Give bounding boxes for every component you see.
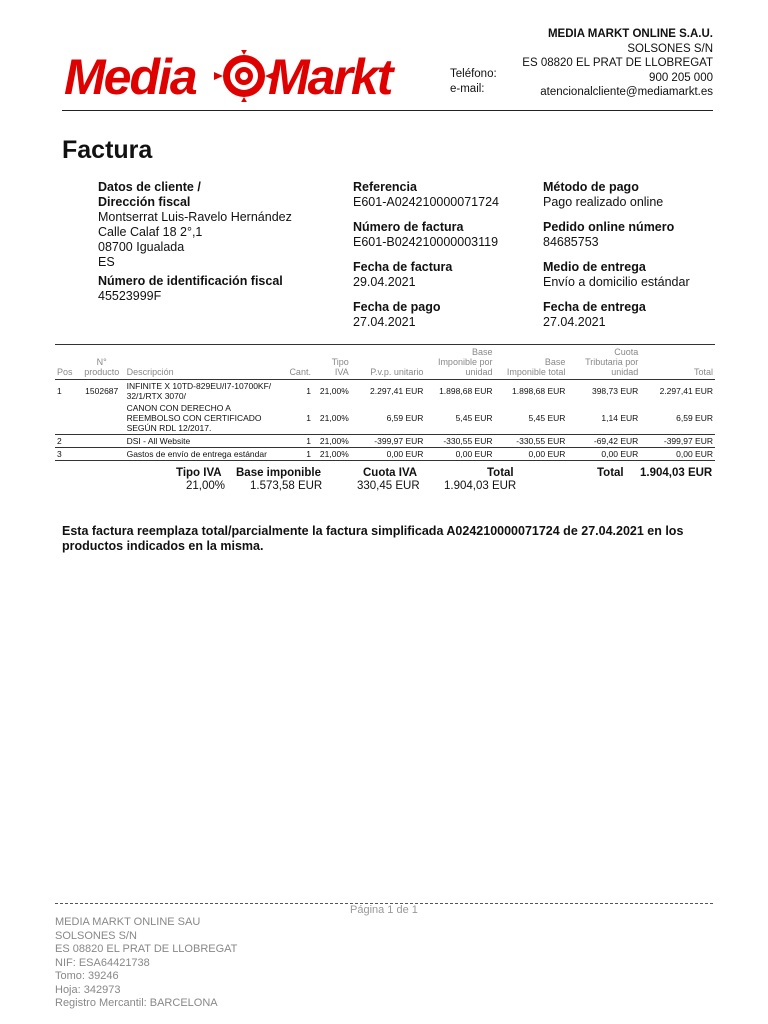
row-quantity: 1	[306, 386, 311, 396]
vat-amount-label: Cuota IVA	[363, 467, 418, 479]
row-product	[79, 435, 125, 448]
row-vat: 21,00%	[319, 413, 349, 423]
reference-value: E601-A024210000071724	[353, 195, 499, 209]
page-title: Factura	[62, 136, 153, 164]
row-tax: 1,14 EUR	[601, 413, 639, 423]
row-tax: -69,42 EUR	[567, 435, 640, 448]
footer-line: Tomo: 39246	[55, 970, 119, 982]
customer-street: Calle Calaf 18 2°,1	[98, 225, 203, 239]
footer-line: NIF: ESA64421738	[55, 956, 150, 969]
row-base-total: 5,45 EUR	[528, 413, 566, 423]
row-pos: 2	[55, 435, 79, 448]
row-tax: 398,73 EUR	[591, 386, 639, 396]
invoice-date-label: Fecha de factura	[353, 260, 453, 274]
grand-total-value: 1.904,03 EUR	[640, 467, 713, 479]
customer-country: ES	[98, 255, 115, 269]
grand-total-label: Total	[597, 467, 624, 479]
company-address-2: ES 08820 EL PRAT DE LLOBREGAT	[522, 57, 713, 69]
row-unit-price: 6,59 EUR	[386, 413, 424, 423]
customer-label-2: Dirección fiscal	[98, 195, 191, 209]
customer-label-1: Datos de cliente /	[98, 180, 201, 194]
invoice-date-value: 29.04.2021	[353, 275, 416, 289]
base-value: 1.573,58 EUR	[250, 480, 323, 492]
col-vat: Tipo IVA	[313, 345, 351, 380]
row-total: 2.297,41 EUR	[659, 386, 713, 396]
row-tax: 0,00 EUR	[567, 448, 640, 461]
row-vat: 21,00%	[313, 435, 351, 448]
order-number-label: Pedido online número	[543, 220, 675, 234]
company-phone: 900 205 000	[649, 71, 713, 84]
row-unit-price: -399,97 EUR	[351, 435, 426, 448]
phone-label: Teléfono:	[450, 68, 497, 80]
delivery-date-value: 27.04.2021	[543, 315, 606, 329]
vat-amount-value: 330,45 EUR	[357, 480, 420, 492]
col-tax: Cuota Tributaria por unidad	[567, 345, 640, 380]
row-pos: 1	[57, 386, 62, 396]
row-unit-price: 0,00 EUR	[351, 448, 426, 461]
contact-labels	[450, 67, 497, 96]
header-divider	[62, 110, 713, 111]
row-base-total: 1.898,68 EUR	[512, 386, 566, 396]
invoice-block	[353, 180, 533, 330]
payment-block	[543, 180, 723, 330]
nif-value: 45523999F	[98, 289, 162, 303]
logo-text-markt: Markt	[268, 50, 392, 102]
subtotal-value: 1.904,03 EUR	[444, 480, 517, 492]
col-description: Descripción	[125, 345, 287, 380]
email-label: e-mail:	[450, 82, 485, 95]
base-label: Base imponible	[236, 467, 321, 479]
payment-date-value: 27.04.2021	[353, 315, 416, 329]
row-base-unit: -330,55 EUR	[425, 435, 494, 448]
row-product	[79, 448, 125, 461]
row-base-unit: 5,45 EUR	[455, 413, 493, 423]
invoice-note: Esta factura reemplaza total/parcialmente la factura simplificada A024210000071724 de 27.04.2021 en los productos indicados en la misma.	[62, 524, 684, 553]
customer-city: 08700 Igualada	[98, 240, 185, 254]
row-description: Gastos de envío de entrega estándar	[125, 448, 287, 461]
table-row	[55, 448, 715, 461]
footer-company	[55, 916, 237, 1011]
company-email[interactable]: atencionalcliente@mediamarkt.es	[540, 86, 713, 98]
row-base-unit: 1.898,68 EUR	[439, 386, 493, 396]
col-pos: Pos	[55, 345, 79, 380]
nif-label: Número de identificación fiscal	[98, 274, 283, 288]
row-quantity: 1	[287, 448, 313, 461]
col-product: N° producto	[79, 345, 125, 380]
delivery-method-label: Medio de entrega	[543, 260, 646, 274]
reference-label: Referencia	[353, 180, 417, 194]
row-description: CANON CON DERECHO A REEMBOLSO CON CERTIFICADO SEGÚN RDL 12/2017.	[126, 403, 262, 433]
payment-method-value: Pago realizado online	[543, 195, 664, 209]
row-total: -399,97 EUR	[640, 435, 715, 448]
col-base-total: Base Imponible total	[494, 345, 567, 380]
row-total: 0,00 EUR	[640, 448, 715, 461]
delivery-date-label: Fecha de entrega	[543, 300, 646, 314]
payment-date-label: Fecha de pago	[353, 300, 441, 314]
table-row	[55, 435, 715, 448]
row-pos: 3	[55, 448, 79, 461]
row-unit-price: 2.297,41 EUR	[370, 386, 424, 396]
invoice-number-label: Número de factura	[353, 220, 464, 234]
row-base-unit: 0,00 EUR	[425, 448, 494, 461]
customer-name: Montserrat Luis-Ravelo Hernández	[98, 210, 292, 224]
col-quantity: Cant.	[287, 345, 313, 380]
logo-spiral-icon	[214, 50, 274, 102]
payment-method-label: Método de pago	[543, 180, 639, 194]
row-description: INFINITE X 10TD-829EU/I7-10700KF/ 32/1/RTX 3070/	[126, 381, 272, 401]
row-quantity: 1	[287, 435, 313, 448]
row-vat: 21,00%	[319, 386, 349, 396]
row-base-total: -330,55 EUR	[494, 435, 567, 448]
footer-line: MEDIA MARKT ONLINE SAU	[55, 916, 201, 928]
footer-line: ES 08820 EL PRAT DE LLOBREGAT	[55, 943, 238, 955]
company-name: MEDIA MARKT ONLINE S.A.U.	[547, 28, 713, 40]
row-product	[79, 402, 125, 435]
row-description: DSI - All Website	[125, 435, 287, 448]
vat-type-label: Tipo IVA	[176, 467, 222, 479]
page-number: Página 1 de 1	[350, 904, 418, 916]
items-table	[55, 344, 715, 461]
row-pos	[55, 402, 79, 435]
table-row	[55, 402, 715, 435]
customer-block	[98, 180, 338, 304]
subtotal-label: Total	[487, 467, 514, 479]
row-quantity: 1	[306, 413, 311, 423]
table-header-row	[55, 345, 715, 380]
delivery-method-value: Envío a domicilio estándar	[543, 275, 690, 289]
order-number-value: 84685753	[543, 235, 599, 249]
col-unit-price: P.v.p. unitario	[351, 345, 426, 380]
invoice-number-value: E601-B024210000003119	[353, 235, 499, 249]
row-vat: 21,00%	[313, 448, 351, 461]
footer-line: Registro Mercantil: BARCELONA	[55, 997, 218, 1009]
logo-text-media: Media	[64, 50, 196, 102]
row-total: 6,59 EUR	[676, 413, 713, 423]
footer-line: SOLSONES S/N	[55, 929, 137, 942]
footer-line: Hoja: 342973	[55, 983, 121, 996]
row-product: 1502687	[85, 386, 119, 396]
col-base-unit: Base Imponible por unidad	[425, 345, 494, 380]
company-address-1: SOLSONES S/N	[627, 42, 713, 55]
vat-type-value: 21,00%	[186, 480, 226, 492]
col-total: Total	[640, 345, 715, 380]
table-row	[55, 380, 715, 403]
row-base-total: 0,00 EUR	[494, 448, 567, 461]
mediamarkt-logo	[62, 50, 412, 102]
